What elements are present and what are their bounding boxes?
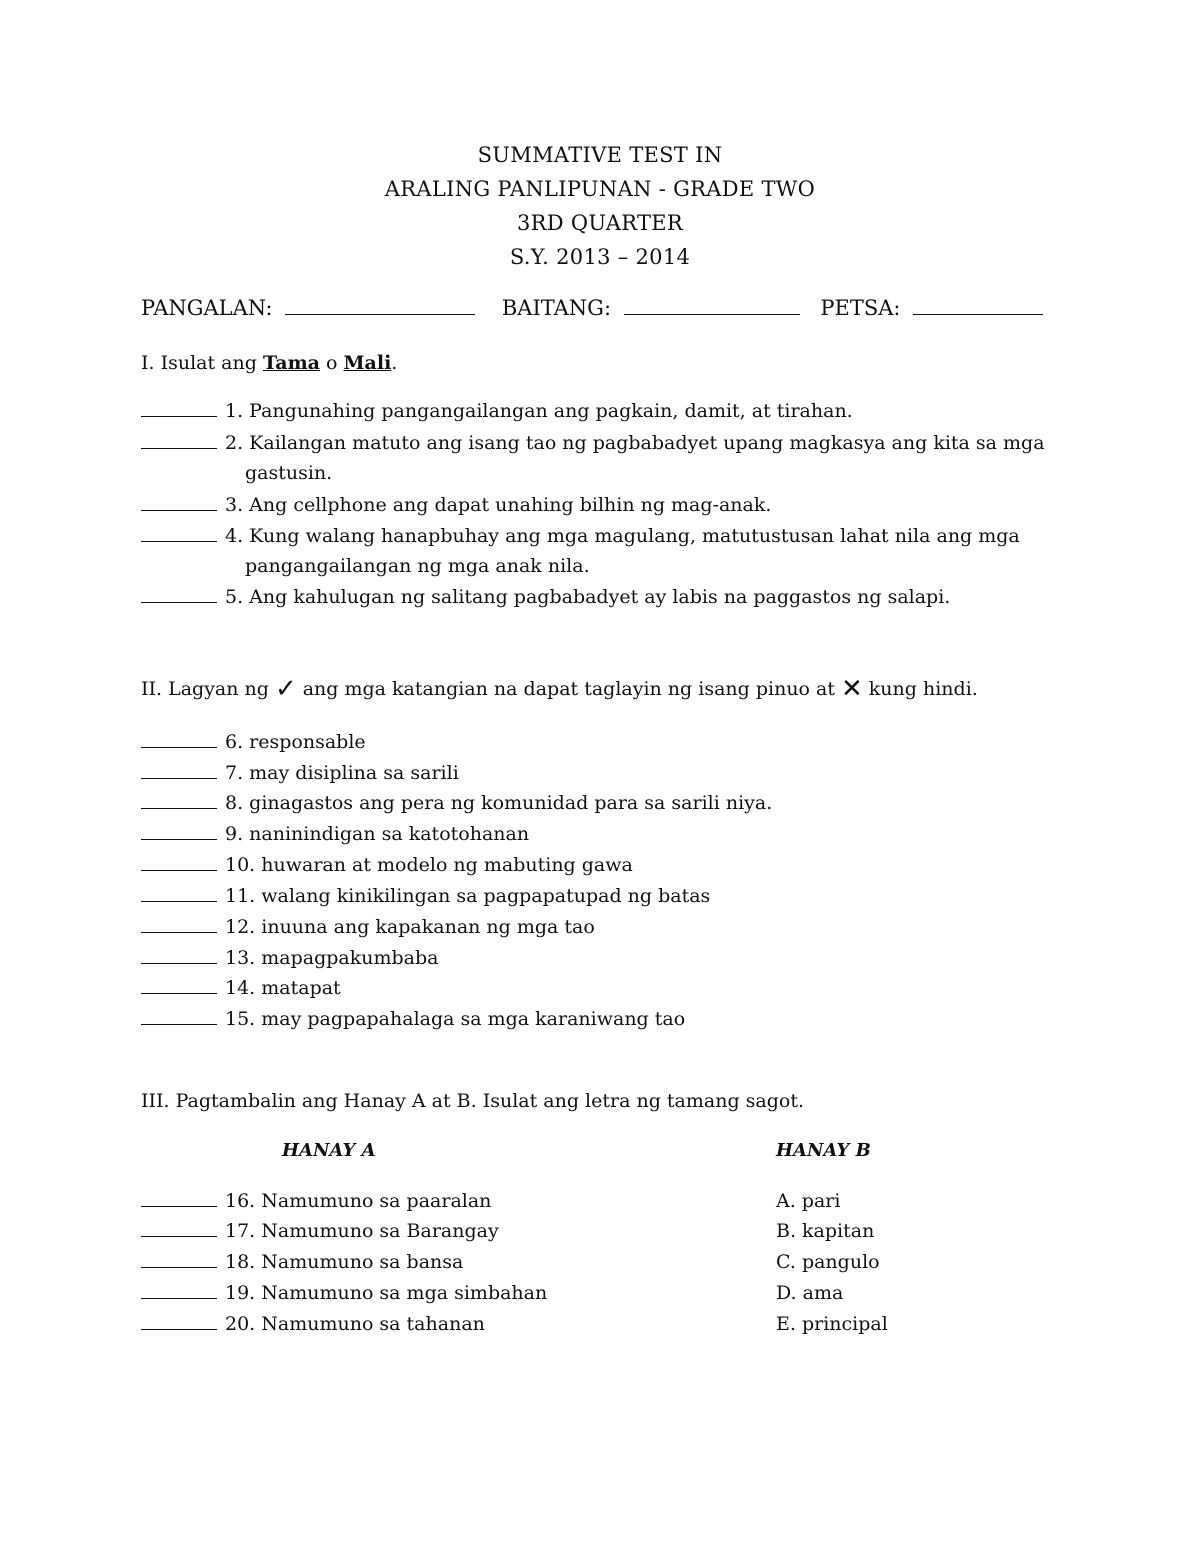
question-text: 14. matapat [225,977,341,999]
question-text: 3. Ang cellphone ang dapat unahing bilhin ng mag-anak. [225,494,772,516]
question-text: 2. Kailangan matuto ang isang tao ng pagbabadyet upang magkasya ang kita sa mga [225,432,1045,454]
choice-item: A. pari [776,1190,841,1212]
date-label: PETSA: [820,296,901,320]
question-text: 10. huwaran at modelo ng mabuting gawa [225,854,633,876]
section-1-instruction [141,352,397,374]
answer-blank[interactable] [141,402,217,417]
answer-blank[interactable] [141,856,217,871]
question-text: 5. Ang kahulugan ng salitang pagbabadyet ay labis na paggastos ng salapi. [225,586,951,608]
answer-blank[interactable] [141,527,217,542]
answer-blank[interactable] [141,918,217,933]
answer-blank[interactable] [141,794,217,809]
match-text: 17. Namumuno sa Barangay [225,1220,499,1242]
answer-blank[interactable] [141,1010,217,1025]
match-text: 19. Namumuno sa mga simbahan [225,1282,548,1304]
section-1-middle: o [319,352,344,374]
question-text: 11. walang kinikilingan sa pagpapatupad ng batas [225,885,711,907]
question-item [141,947,439,969]
choice-item: C. pangulo [776,1251,880,1273]
match-text: 18. Namumuno sa bansa [225,1251,464,1273]
question-text: 7. may disiplina sa sarili [225,762,459,784]
title-line-3: 3RD QUARTER [516,211,683,235]
answer-blank[interactable] [141,733,217,748]
question-item [141,977,341,999]
check-mark-icon: ✓ [274,674,297,704]
choice-item: B. kapitan [776,1220,875,1242]
column-a-heading: HANAY A [282,1140,376,1161]
answer-blank[interactable] [141,764,217,779]
question-text: 4. Kung walang hanapbuhay ang mga magulang, matutustusan lahat nila ang mga [225,525,1020,547]
answer-blank[interactable] [141,1284,217,1299]
answer-blank[interactable] [141,1315,217,1330]
section-2-middle: ang mga katangian na dapat taglayin ng isang pinuo at [302,678,835,700]
question-text: 13. mapagpakumbaba [225,947,439,969]
answer-blank[interactable] [141,949,217,964]
answer-blank[interactable] [141,496,217,511]
choice-item: E. principal [776,1313,888,1335]
match-item [141,1282,547,1304]
question-item [141,432,1045,454]
title-line-2: ARALING PANLIPUNAN - GRADE TWO [384,177,816,201]
answer-blank[interactable] [141,588,217,603]
mali-word: Mali [343,352,392,374]
match-text: 16. Namumuno sa paaralan [225,1190,492,1212]
question-item [141,400,853,422]
grade-blank[interactable] [624,296,800,315]
section-3-instruction: III. Pagtambalin ang Hanay A at B. Isulat ang letra ng tamang sagot. [141,1090,805,1112]
answer-blank[interactable] [141,1222,217,1237]
question-item [141,1008,685,1030]
date-blank[interactable] [913,296,1043,315]
question-item [141,586,950,608]
answer-blank[interactable] [141,979,217,994]
title-line-1: SUMMATIVE TEST IN [477,143,723,167]
section-2-prefix: II. Lagyan ng [141,678,269,700]
question-text: 6. responsable [225,731,366,753]
answer-blank[interactable] [141,825,217,840]
question-item [141,916,595,938]
column-b-heading: HANAY B [776,1140,871,1161]
answer-blank[interactable] [141,434,217,449]
question-item [141,762,459,784]
answer-blank[interactable] [141,887,217,902]
name-label: PANGALAN: [141,296,273,320]
tama-word: Tama [262,352,320,374]
answer-blank[interactable] [141,1253,217,1268]
match-item [141,1251,463,1273]
x-mark-icon: ✕ [841,674,863,704]
match-item [141,1220,499,1242]
choice-item: D. ama [776,1282,844,1304]
question-text: 15. may pagpapahalaga sa mga karaniwang tao [225,1008,686,1030]
question-text: 9. naninindigan sa katotohanan [225,823,530,845]
section-1-prefix: I. Isulat ang [141,352,263,374]
name-blank[interactable] [285,296,475,315]
question-item [141,792,772,814]
section-1-suffix: . [391,352,398,374]
match-text: 20. Namumuno sa tahanan [225,1313,485,1335]
question-continuation: gastusin. [245,462,333,484]
question-text: 1. Pangunahing pangangailangan ang pagkain, damit, at tirahan. [225,400,853,422]
section-2-suffix: kung hindi. [868,678,978,700]
match-item [141,1313,485,1335]
question-text: 12. inuuna ang kapakanan ng mga tao [225,916,595,938]
match-item [141,1190,491,1212]
question-item [141,854,633,876]
question-text: 8. ginagastos ang pera ng komunidad para sa sarili niya. [225,792,773,814]
student-info-row [141,296,1043,320]
answer-blank[interactable] [141,1192,217,1207]
question-item [141,731,366,753]
question-item [141,494,771,516]
grade-label: BAITANG: [501,296,612,320]
question-continuation: pangangailangan ng mga anak nila. [245,555,590,577]
question-item [141,885,710,907]
question-item [141,823,529,845]
title-line-4: S.Y. 2013 – 2014 [509,245,691,269]
question-item [141,525,1020,547]
section-2-instruction [141,674,978,704]
